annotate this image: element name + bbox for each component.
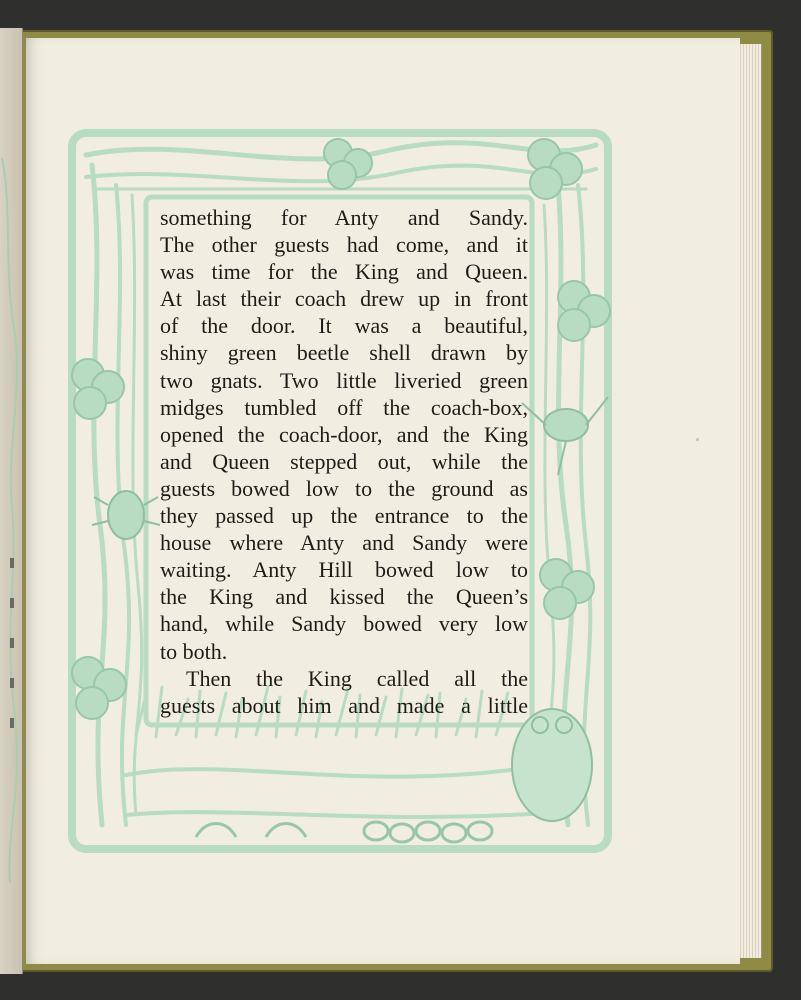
insect-icon — [522, 397, 608, 475]
pebbles-icon — [196, 822, 492, 842]
text-line: At last their coach drew up in front — [160, 286, 528, 312]
text-line: house where Anty and Sandy were — [160, 530, 528, 556]
text-line: something for Anty and Sandy. — [160, 205, 528, 230]
text-line: was time for the King and Queen. — [160, 259, 528, 285]
paper-speck — [696, 438, 699, 441]
text-line: hand, while Sandy bowed very low — [160, 611, 528, 637]
text-line: guests bowed low to the ground as — [160, 475, 528, 501]
text-line: of the door. It was a beautiful, — [160, 313, 528, 339]
text-line: opened the coach-door, and the King — [160, 421, 528, 447]
frog-icon — [512, 709, 592, 821]
text-line: the King and kissed the Queen’s — [160, 584, 528, 610]
text-line: midges tumbled off the coach-box, — [160, 394, 528, 420]
text-line: two gnats. Two little liveried green — [160, 367, 528, 393]
paragraph-1 — [160, 204, 528, 665]
text-line: waiting. Anty Hill bowed low to — [160, 557, 528, 583]
facing-page-ornament — [0, 148, 18, 888]
text-line: The other guests had come, and it — [160, 232, 528, 258]
text-line: they passed up the entrance to the — [160, 503, 528, 529]
text-line: guests about him and made a little — [160, 692, 528, 718]
paragraph-2 — [160, 665, 528, 719]
text-line: shiny green beetle shell drawn by — [160, 340, 528, 366]
page-text — [160, 204, 528, 719]
text-line: Then the King called all the — [186, 665, 528, 691]
text-line: to both. — [160, 638, 228, 664]
facing-page-edge — [0, 28, 23, 974]
text-line: and Queen stepped out, while the — [160, 448, 528, 474]
